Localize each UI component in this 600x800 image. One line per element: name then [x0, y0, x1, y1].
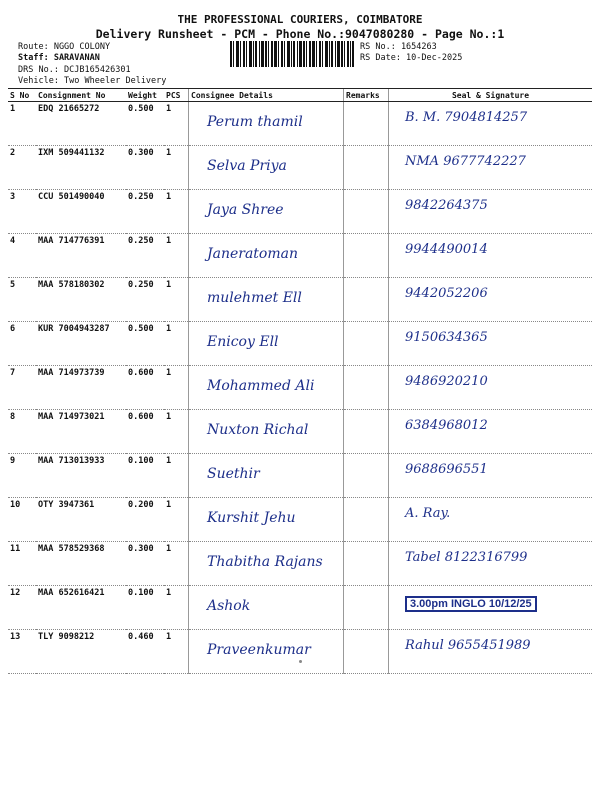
cell-consignee: [189, 542, 344, 586]
cell-consignee: [189, 410, 344, 454]
cell-weight: 0.250: [126, 234, 164, 278]
consignee-name: Praveenkumar: [207, 642, 311, 658]
signature-text: 9150634365: [405, 330, 488, 345]
consignee-name: Nuxton Richal: [207, 422, 309, 438]
cell-remarks: [344, 102, 389, 146]
cell-consignment: MAA 714973739: [36, 366, 126, 410]
consignee-name: Mohammed Ali: [207, 378, 315, 394]
table-row: [8, 146, 592, 190]
cell-weight: 0.200: [126, 498, 164, 542]
table-row: [8, 542, 592, 586]
signature-text: 6384968012: [405, 418, 488, 433]
cell-remarks: [344, 454, 389, 498]
signature-text: 3.00pm INGLO 10/12/25: [391, 594, 590, 612]
cell-pcs: 1: [164, 366, 189, 410]
signature-text: NMA 9677742227: [405, 154, 526, 169]
cell-consignment: MAA 714776391: [36, 234, 126, 278]
cell-pcs: 1: [164, 190, 189, 234]
table-row: [8, 630, 592, 674]
cell-remarks: [344, 190, 389, 234]
cell-weight: 0.300: [126, 542, 164, 586]
cell-signature: [389, 542, 593, 586]
cell-pcs: 1: [164, 542, 189, 586]
header-consignee: Consignee Details: [189, 89, 344, 102]
stray-dot: [299, 660, 302, 663]
cell-pcs: 1: [164, 278, 189, 322]
barcode-icon: [230, 41, 354, 67]
table-row: [8, 190, 592, 234]
cell-consignment: MAA 578180302: [36, 278, 126, 322]
signature-text: Tabel 8122316799: [405, 550, 528, 565]
cell-pcs: 1: [164, 498, 189, 542]
cell-consignee: [189, 278, 344, 322]
cell-signature: [389, 586, 593, 630]
cell-sno: 13: [8, 630, 36, 674]
consignee-name: Kurshit Jehu: [207, 510, 296, 526]
consignee-name: Jaya Shree: [207, 202, 284, 218]
cell-sno: 3: [8, 190, 36, 234]
rs-number: RS No.: 1654263: [360, 42, 437, 52]
cell-signature: [389, 410, 593, 454]
cell-consignment: KUR 7004943287: [36, 322, 126, 366]
table-row: [8, 234, 592, 278]
cell-pcs: 1: [164, 410, 189, 454]
cell-consignment: MAA 713013933: [36, 454, 126, 498]
cell-pcs: 1: [164, 146, 189, 190]
cell-sno: 6: [8, 322, 36, 366]
signature-text: 9842264375: [405, 198, 488, 213]
cell-remarks: [344, 278, 389, 322]
signature-text: 9486920210: [405, 374, 488, 389]
signature-text: B. M. 7904814257: [405, 110, 528, 125]
route-label: Route: NGGO COLONY: [18, 42, 111, 52]
header-weight: Weight: [126, 89, 164, 102]
cell-signature: [389, 278, 593, 322]
header-pcs: PCS: [164, 89, 189, 102]
cell-consignment: MAA 652616421: [36, 586, 126, 630]
cell-remarks: [344, 234, 389, 278]
cell-consignment: IXM 509441132: [36, 146, 126, 190]
cell-signature: [389, 234, 593, 278]
cell-consignee: [189, 234, 344, 278]
cell-consignee: [189, 586, 344, 630]
consignee-name: Perum thamil: [207, 114, 303, 130]
cell-weight: 0.100: [126, 586, 164, 630]
cell-pcs: 1: [164, 586, 189, 630]
cell-remarks: [344, 146, 389, 190]
signature-text: A. Ray.: [405, 506, 451, 521]
table-row: [8, 498, 592, 542]
table-row: [8, 278, 592, 322]
cell-sno: 1: [8, 102, 36, 146]
cell-signature: [389, 454, 593, 498]
runsheet-table: [8, 88, 592, 674]
rs-date: RS Date: 10-Dec-2025: [360, 53, 463, 63]
consignee-name: Ashok: [207, 598, 251, 614]
cell-consignment: TLY 9098212: [36, 630, 126, 674]
cell-sno: 4: [8, 234, 36, 278]
consignee-name: Enicoy Ell: [207, 334, 279, 350]
consignee-name: mulehmet Ell: [207, 290, 302, 306]
cell-remarks: [344, 410, 389, 454]
cell-remarks: [344, 542, 389, 586]
cell-pcs: 1: [164, 454, 189, 498]
cell-consignment: MAA 578529368: [36, 542, 126, 586]
cell-sno: 10: [8, 498, 36, 542]
cell-sno: 11: [8, 542, 36, 586]
cell-pcs: 1: [164, 234, 189, 278]
consignee-name: Suethir: [207, 466, 260, 482]
cell-remarks: [344, 586, 389, 630]
cell-consignment: OTY 3947361: [36, 498, 126, 542]
header-signature: Seal & Signature: [389, 89, 593, 102]
cell-remarks: [344, 366, 389, 410]
cell-signature: [389, 498, 593, 542]
cell-pcs: 1: [164, 322, 189, 366]
cell-signature: [389, 102, 593, 146]
signature-text: Rahul 9655451989: [405, 638, 531, 653]
table-row: [8, 410, 592, 454]
consignee-name: Janeratoman: [207, 246, 298, 262]
vehicle-label: Vehicle: Two Wheeler Delivery: [18, 76, 167, 86]
cell-consignee: [189, 630, 344, 674]
cell-remarks: [344, 322, 389, 366]
cell-consignee: [189, 366, 344, 410]
cell-weight: 0.500: [126, 322, 164, 366]
table-row: [8, 102, 592, 146]
table-row: [8, 586, 592, 630]
cell-signature: [389, 630, 593, 674]
cell-consignee: [189, 102, 344, 146]
table-row: [8, 366, 592, 410]
cell-weight: 0.250: [126, 190, 164, 234]
cell-signature: [389, 322, 593, 366]
cell-weight: 0.600: [126, 366, 164, 410]
cell-consignee: [189, 146, 344, 190]
signature-text: 9442052206: [405, 286, 488, 301]
cell-remarks: [344, 498, 389, 542]
cell-consignment: CCU 501490040: [36, 190, 126, 234]
staff-label: Staff: SARAVANAN: [18, 53, 100, 63]
consignee-name: Selva Priya: [207, 158, 287, 174]
drs-label: DRS No.: DCJB165426301: [18, 65, 131, 75]
cell-remarks: [344, 630, 389, 674]
consignee-name: Thabitha Rajans: [207, 554, 323, 570]
cell-weight: 0.600: [126, 410, 164, 454]
header-remarks: Remarks: [344, 89, 389, 102]
cell-signature: [389, 190, 593, 234]
table-header-row: [8, 89, 592, 102]
runsheet-subtitle: Delivery Runsheet - PCM - Phone No.:9047080280 - Page No.:1: [95, 27, 505, 41]
cell-weight: 0.460: [126, 630, 164, 674]
cell-pcs: 1: [164, 630, 189, 674]
company-title: THE PROFESSIONAL COURIERS, COIMBATORE: [177, 13, 423, 26]
cell-weight: 0.250: [126, 278, 164, 322]
cell-sno: 5: [8, 278, 36, 322]
cell-consignee: [189, 190, 344, 234]
cell-consignee: [189, 454, 344, 498]
cell-sno: 8: [8, 410, 36, 454]
table-row: [8, 454, 592, 498]
cell-sno: 9: [8, 454, 36, 498]
cell-pcs: 1: [164, 102, 189, 146]
header-consignment: Consignment No: [36, 89, 126, 102]
table-row: [8, 322, 592, 366]
cell-consignee: [189, 322, 344, 366]
cell-signature: [389, 366, 593, 410]
cell-consignment: MAA 714973021: [36, 410, 126, 454]
cell-weight: 0.500: [126, 102, 164, 146]
header-sno: S No: [8, 89, 36, 102]
cell-sno: 12: [8, 586, 36, 630]
cell-consignee: [189, 498, 344, 542]
cell-signature: [389, 146, 593, 190]
signature-text: 9944490014: [405, 242, 488, 257]
signature-text: 9688696551: [405, 462, 488, 477]
cell-sno: 7: [8, 366, 36, 410]
cell-weight: 0.300: [126, 146, 164, 190]
cell-weight: 0.100: [126, 454, 164, 498]
cell-consignment: EDQ 21665272: [36, 102, 126, 146]
cell-sno: 2: [8, 146, 36, 190]
